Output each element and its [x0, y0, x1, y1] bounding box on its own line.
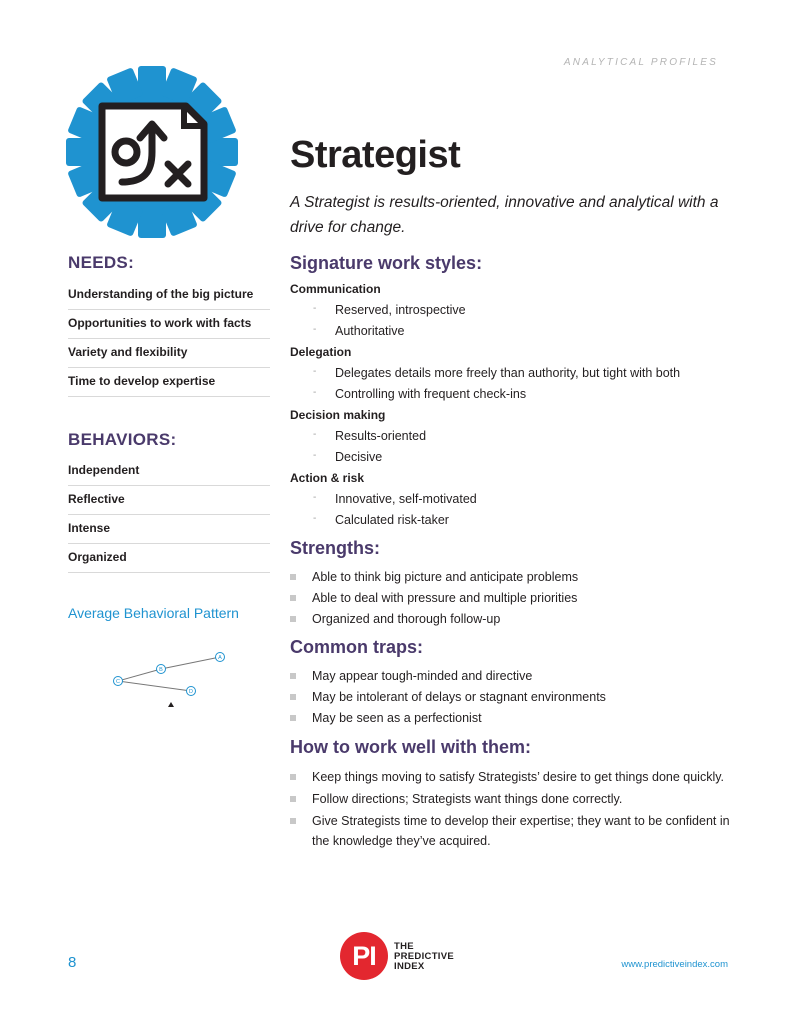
list-item: Intense: [68, 515, 270, 544]
behavioral-pattern-diagram: [100, 645, 240, 715]
pattern-marker-icon: [168, 702, 174, 707]
logo-line: INDEX: [394, 961, 425, 972]
traps-list: [290, 666, 730, 729]
pattern-title: Average Behavioral Pattern: [68, 605, 239, 621]
page-number: 8: [68, 954, 77, 971]
strengths-heading: Strengths:: [290, 538, 380, 558]
strengths-list: [290, 567, 730, 630]
pi-logo-icon: PI: [340, 932, 388, 980]
how-heading: How to work well with them:: [290, 737, 532, 757]
profile-intro: A Strategist is results-oriented, innovative and analytical with a drive for change.: [290, 194, 719, 236]
work-style-item: - Controlling with frequent check-ins: [290, 386, 730, 407]
list-item: Organized: [68, 544, 270, 573]
pattern-point-a: [216, 653, 225, 662]
work-style-item: - Results-oriented: [290, 428, 730, 449]
pattern-point-b: [157, 665, 166, 674]
work-style-category: Action & risk: [290, 471, 365, 485]
behaviors-heading: BEHAVIORS:: [68, 430, 177, 449]
list-item: Variety and flexibility: [68, 339, 270, 368]
needs-list: [68, 281, 270, 397]
work-style-item: - Calculated risk-taker: [290, 512, 730, 533]
work-styles-heading: Signature work styles:: [290, 253, 483, 273]
list-item: Organized and thorough follow-up: [290, 609, 730, 630]
list-item: Reflective: [68, 486, 270, 515]
work-style-item: - Decisive: [290, 449, 730, 470]
logo-wordmark: [394, 942, 454, 972]
work-styles-list: [290, 281, 730, 533]
section-label: ANALYTICAL PROFILES: [563, 57, 718, 68]
list-item: Follow directions; Strategists want things done correctly.: [290, 789, 730, 809]
behaviors-list: [68, 457, 270, 573]
list-item: May appear tough-minded and directive: [290, 666, 730, 687]
pattern-label-a: A: [218, 655, 222, 662]
pattern-label-b: B: [159, 667, 163, 674]
list-item: Able to deal with pressure and multiple priorities: [290, 588, 730, 609]
pattern-point-d: [187, 687, 196, 696]
work-style-category: Delegation: [290, 345, 352, 359]
list-item: May be intolerant of delays or stagnant environments: [290, 687, 730, 708]
pattern-point-c: [114, 677, 123, 686]
predictive-index-logo: [340, 932, 470, 982]
pattern-label-d: D: [189, 689, 193, 696]
work-style-item: - Delegates details more freely than authority, but tight with both: [290, 365, 730, 386]
list-item: Keep things moving to satisfy Strategists’ desire to get things done quickly.: [290, 767, 730, 787]
strategy-gear-icon: [66, 66, 238, 238]
list-item: Opportunities to work with facts: [68, 310, 270, 339]
work-style-item: - Authoritative: [290, 323, 730, 344]
pattern-label-c: C: [116, 679, 120, 686]
work-style-item: - Reserved, introspective: [290, 302, 730, 323]
list-item: Independent: [68, 457, 270, 486]
list-item: Understanding of the big picture: [68, 281, 270, 310]
logo-line: PREDICTIVE: [394, 951, 455, 962]
page-title: Strategist: [290, 134, 461, 176]
how-list: [290, 767, 730, 853]
work-style-item: - Innovative, self-motivated: [290, 491, 730, 512]
work-style-category: Communication: [290, 282, 381, 296]
list-item: Able to think big picture and anticipate problems: [290, 567, 730, 588]
work-style-category: Decision making: [290, 408, 386, 422]
list-item: May be seen as a perfectionist: [290, 708, 730, 729]
traps-heading: Common traps:: [290, 637, 424, 657]
logo-line: THE: [394, 941, 414, 952]
website-link[interactable]: www.predictiveindex.com: [621, 959, 728, 970]
list-item: Give Strategists time to develop their expertise; they want to be confident in the knowledge they’ve acquired.: [290, 811, 730, 851]
needs-heading: NEEDS:: [68, 253, 135, 272]
list-item: Time to develop expertise: [68, 368, 270, 397]
